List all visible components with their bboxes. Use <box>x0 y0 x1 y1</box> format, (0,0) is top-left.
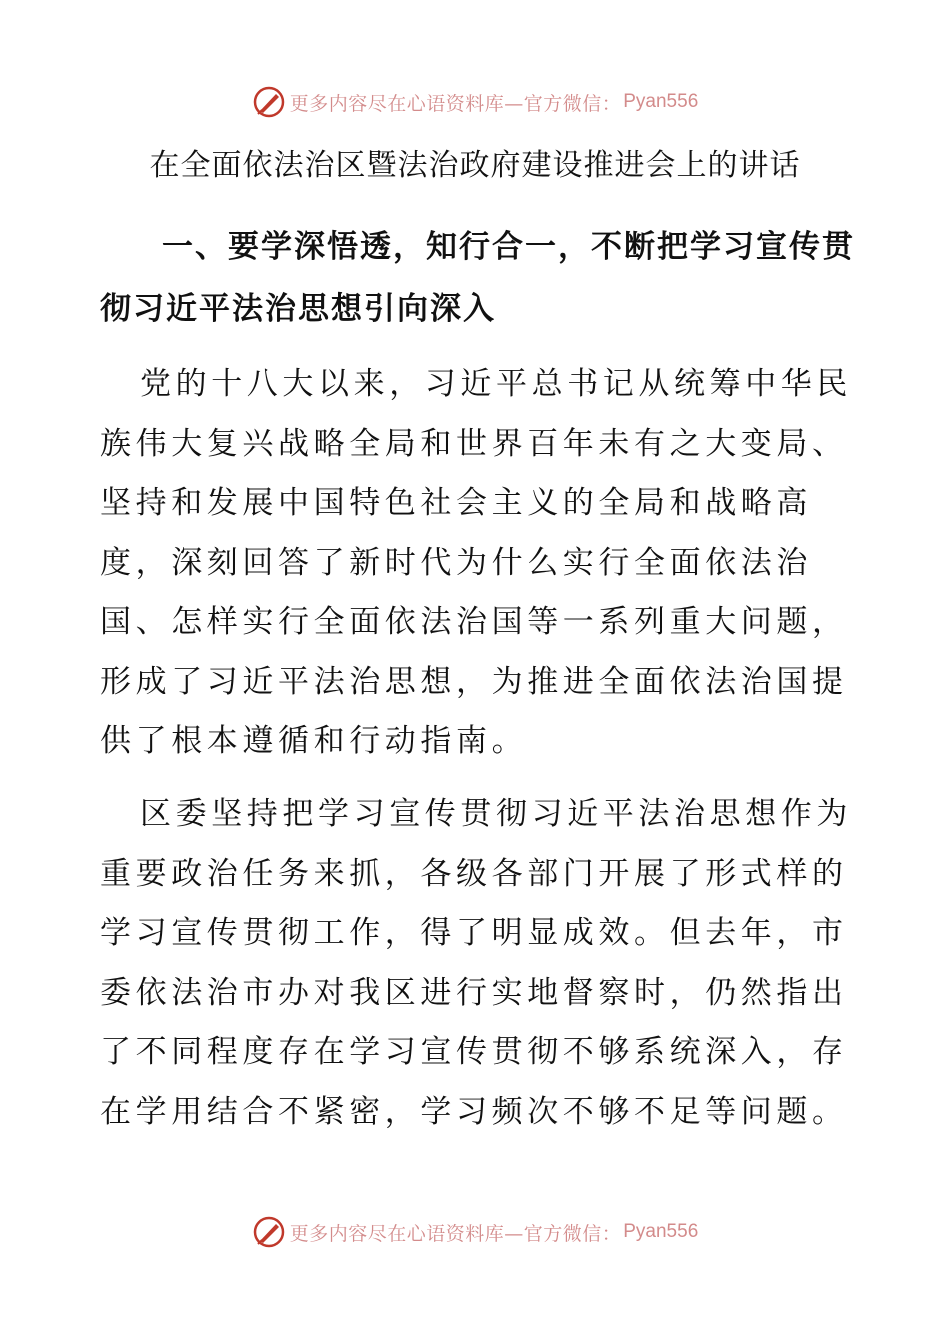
document-title: 在全面依法治区暨法治政府建设推进会上的讲话 <box>149 148 801 183</box>
section-heading: 一、要学深悟透，知行合一，不断把学习宣传贯彻习近平法治思想引向深入 <box>100 229 855 327</box>
body-paragraph: 党的十八大以来，习近平总书记从统筹中华民族伟大复兴战略全局和世界百年未有之大变局、坚持和发展中国特色社会主义的全局和战略高度，深刻回答了新时代为什么实行全面依法治国、怎样实行全面依法治国等一系列重大问题，形成了习近平法治思想，为推进全面依法治国提供了根本遵循和行动指南。 <box>100 366 852 759</box>
footer-watermark-banner <box>0 1212 950 1252</box>
watermark-text: 更多内容尽在心语资料库—官方微信： <box>289 1222 622 1245</box>
quill-logo-icon <box>252 85 286 119</box>
quill-logo-icon <box>252 1215 286 1249</box>
watermark-wechat-id: Pyan556 <box>623 91 699 112</box>
watermark-text: 更多内容尽在心语资料库—官方微信： <box>289 92 622 115</box>
watermark-wechat-id: Pyan556 <box>623 1221 699 1242</box>
header-watermark-banner <box>0 82 950 122</box>
body-paragraph: 区委坚持把学习宣传贯彻习近平法治思想作为重要政治任务来抓，各级各部门开展了形式样的学习宣传贯彻工作，得了明显成效。但去年，市委依法治市办对我区进行实地督察时，仍然指出了不同程度存在学习宣传贯彻不够系统深入，存在学用结合不紧密，学习频次不够不足等问题。 <box>100 796 852 1130</box>
